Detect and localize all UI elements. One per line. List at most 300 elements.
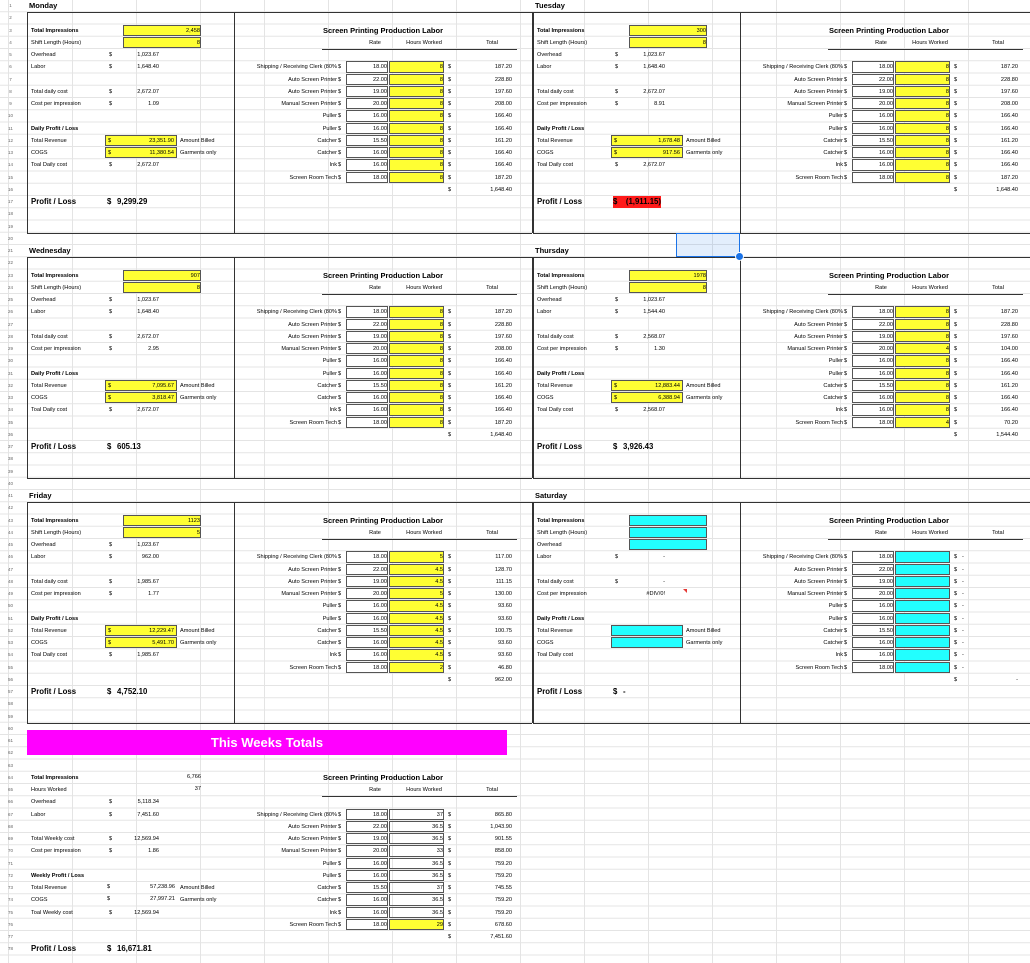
rate-cell[interactable]: 16.00 xyxy=(346,894,388,905)
rate-cell[interactable]: 15.50 xyxy=(852,135,894,146)
selected-cell[interactable] xyxy=(676,233,740,258)
row-header[interactable]: 9 xyxy=(9,101,12,106)
overhead-dollar xyxy=(629,539,707,550)
hours-input[interactable]: 8 xyxy=(389,343,444,354)
rate-cell[interactable]: 20.00 xyxy=(346,98,388,109)
rate-cell[interactable]: 16.00 xyxy=(346,368,388,379)
row-header[interactable]: 65 xyxy=(7,787,13,792)
labor-dollar: $ xyxy=(615,64,619,71)
role-label: Auto Screen Printer xyxy=(794,88,843,95)
rate-cell[interactable]: 16.00 xyxy=(852,404,894,415)
hours-input[interactable]: 8 xyxy=(895,123,950,134)
hours-input[interactable]: 36.5 xyxy=(389,821,444,832)
cogs-input[interactable] xyxy=(611,147,683,158)
impressions-input[interactable]: 300 xyxy=(629,25,707,36)
hours-input[interactable]: 4 xyxy=(895,343,950,354)
row-header[interactable]: 62 xyxy=(7,750,13,756)
row-header[interactable]: 15 xyxy=(7,174,13,180)
row-header[interactable]: 42 xyxy=(7,505,13,511)
rate-cell[interactable]: 18.00 xyxy=(852,662,894,673)
rate-cell[interactable]: 18.00 xyxy=(852,551,894,562)
row-header[interactable]: 44 xyxy=(7,529,13,535)
labor-total-value: 1,544.40 xyxy=(996,431,1018,438)
row-header[interactable]: 6 xyxy=(9,64,12,70)
rate-cell[interactable]: 20.00 xyxy=(346,588,388,599)
label-total-impressions: Total Impressions xyxy=(31,272,79,279)
total-dollar: $ xyxy=(954,309,958,316)
rate-cell[interactable]: 15.50 xyxy=(852,625,894,636)
col-rate: Rate xyxy=(369,39,381,46)
row-header[interactable]: 40 xyxy=(7,480,13,486)
cpi-value: 1.86 xyxy=(148,848,159,855)
row-header[interactable]: 51 xyxy=(7,615,13,621)
row-header[interactable]: 3 xyxy=(9,27,12,33)
row-header[interactable]: 10 xyxy=(7,113,13,119)
row-header[interactable]: 8 xyxy=(9,88,12,94)
block-border xyxy=(27,257,532,258)
impressions-input[interactable] xyxy=(629,515,707,526)
total-value: 104.00 xyxy=(1000,346,1018,352)
row-header[interactable]: 12 xyxy=(7,137,13,143)
hours-input[interactable]: 4.5 xyxy=(389,637,444,648)
cogs-input[interactable] xyxy=(611,392,683,403)
row-header[interactable]: 43 xyxy=(7,517,13,523)
garments-only-note: Garments only xyxy=(686,150,723,156)
revenue-input[interactable] xyxy=(105,380,177,391)
row-header[interactable]: 4 xyxy=(9,39,12,45)
shift-input[interactable]: 5 xyxy=(123,527,201,538)
row-header[interactable]: 59 xyxy=(7,713,13,719)
hours-input[interactable]: 8 xyxy=(389,147,444,158)
hours-input[interactable]: 36.5 xyxy=(389,833,444,844)
row-header[interactable]: 18 xyxy=(7,211,13,217)
row-header[interactable]: 57 xyxy=(7,689,13,694)
hours-input[interactable]: 8 xyxy=(895,172,950,183)
row-header[interactable]: 61 xyxy=(7,738,13,743)
row-header[interactable]: 34 xyxy=(7,407,13,413)
label-daily-pl: Daily Profit / Loss xyxy=(31,125,79,132)
rate-cell[interactable]: 20.00 xyxy=(346,845,388,856)
rate-cell[interactable]: 16.00 xyxy=(852,159,894,170)
hours-input[interactable]: 8 xyxy=(389,306,444,317)
rate-cell[interactable]: 16.00 xyxy=(346,613,388,624)
row-header[interactable]: 29 xyxy=(7,346,13,351)
row-header[interactable]: 22 xyxy=(7,260,13,266)
hours-input[interactable]: 4.5 xyxy=(389,564,444,575)
hours-input[interactable]: 8 xyxy=(389,123,444,134)
rate-cell[interactable]: 20.00 xyxy=(346,343,388,354)
rate-cell[interactable]: 16.00 xyxy=(346,404,388,415)
row-header[interactable]: 71 xyxy=(7,860,13,866)
label-cpi: Cost per impression xyxy=(31,848,81,855)
labor-total-dollar: $ xyxy=(954,676,958,683)
label-total-revenue: Total Revenue xyxy=(537,627,573,634)
role-label: Puller xyxy=(828,358,843,365)
hours-input[interactable]: 4.5 xyxy=(389,600,444,611)
row-header[interactable]: 67 xyxy=(7,811,13,817)
hours-input[interactable]: 8 xyxy=(389,404,444,415)
cogs-dollar: $ xyxy=(108,640,112,646)
row-header[interactable]: 64 xyxy=(7,774,13,780)
row-header[interactable]: 38 xyxy=(7,456,13,462)
row-header[interactable]: 31 xyxy=(7,370,13,376)
hours-input[interactable]: 5 xyxy=(389,551,444,562)
row-header[interactable]: 77 xyxy=(7,934,13,939)
profit-value: 4,752.10 xyxy=(117,687,148,696)
shift-input[interactable]: 8 xyxy=(629,37,707,48)
hours-input[interactable]: 8 xyxy=(895,404,950,415)
impressions-input[interactable]: 1978 xyxy=(629,270,707,281)
rate-cell[interactable]: 19.00 xyxy=(852,86,894,97)
rate-cell[interactable]: 16.00 xyxy=(852,368,894,379)
revenue-dollar: $ xyxy=(107,884,111,890)
row-header[interactable]: 21 xyxy=(7,248,13,253)
row-header[interactable]: 11 xyxy=(8,125,13,131)
rate-cell[interactable]: 18.00 xyxy=(852,306,894,317)
row-header[interactable]: 14 xyxy=(7,162,13,168)
rate-cell[interactable]: 15.50 xyxy=(346,135,388,146)
hours-input[interactable]: 4.5 xyxy=(389,649,444,660)
rate-cell[interactable]: 15.50 xyxy=(346,882,388,893)
role-label: Auto Screen Printer xyxy=(288,823,337,830)
revenue-input[interactable] xyxy=(611,380,683,391)
hours-input[interactable]: 4.5 xyxy=(389,625,444,636)
row-header[interactable]: 35 xyxy=(7,419,13,425)
shift-input[interactable]: 8 xyxy=(123,37,201,48)
hours-input[interactable]: 8 xyxy=(895,98,950,109)
hours-input[interactable]: 8 xyxy=(389,110,444,121)
hours-input[interactable]: 4.5 xyxy=(389,576,444,587)
rate-cell[interactable]: 16.00 xyxy=(346,159,388,170)
hours-input[interactable]: 8 xyxy=(895,86,950,97)
row-header[interactable]: 41 xyxy=(7,493,13,498)
rate-cell[interactable]: 16.00 xyxy=(346,392,388,403)
profit-value: - xyxy=(623,687,626,696)
row-header[interactable]: 17 xyxy=(7,199,13,204)
total-value: 865.80 xyxy=(494,811,512,818)
hours-input[interactable]: 8 xyxy=(389,172,444,183)
labor-total-value: 1,648.40 xyxy=(490,431,512,438)
rate-cell[interactable]: 20.00 xyxy=(852,343,894,354)
row-header[interactable]: 19 xyxy=(7,223,13,229)
hours-input[interactable]: 36.5 xyxy=(389,907,444,918)
hours-input[interactable]: 8 xyxy=(895,306,950,317)
hours-input[interactable]: 8 xyxy=(895,147,950,158)
row-header[interactable]: 73 xyxy=(7,885,13,890)
rate-cell[interactable]: 18.00 xyxy=(346,61,388,72)
row-header[interactable]: 24 xyxy=(7,284,13,290)
row-header[interactable]: 26 xyxy=(7,309,13,315)
col-hours: Hours Worked xyxy=(912,529,948,536)
impressions-input[interactable]: 2,458 xyxy=(123,25,201,36)
role-label: Manual Screen Printer xyxy=(281,101,337,107)
rate-cell[interactable]: 18.00 xyxy=(852,417,894,428)
row-header[interactable]: 70 xyxy=(7,848,13,854)
rate-cell[interactable]: 18.00 xyxy=(346,417,388,428)
shift-input[interactable]: 8 xyxy=(123,282,201,293)
total-dollar: $ xyxy=(448,137,452,144)
hours-input[interactable]: 8 xyxy=(389,135,444,146)
rate-cell[interactable]: 16.00 xyxy=(852,613,894,624)
rate-cell[interactable]: 19.00 xyxy=(346,86,388,97)
row-header[interactable]: 23 xyxy=(7,272,13,278)
hours-input[interactable]: 8 xyxy=(389,392,444,403)
hours-input[interactable]: 4 xyxy=(895,417,950,428)
hours-input[interactable]: 36.5 xyxy=(389,858,444,869)
toal-cost-dollar: $ xyxy=(109,407,113,414)
rate-dollar: $ xyxy=(338,640,342,646)
impressions-input[interactable]: 907 xyxy=(123,270,201,281)
total-dollar: $ xyxy=(448,566,452,573)
role-label: Puller xyxy=(828,615,843,622)
total-value: - xyxy=(962,578,964,585)
shift-input[interactable]: 8 xyxy=(629,282,707,293)
row-header[interactable]: 55 xyxy=(7,664,13,670)
impressions-input[interactable]: 1123 xyxy=(123,515,201,526)
row-header[interactable]: 52 xyxy=(7,627,13,633)
rate-cell[interactable]: 18.00 xyxy=(346,662,388,673)
total-dollar: $ xyxy=(448,554,452,561)
hours-input[interactable]: 8 xyxy=(895,110,950,121)
row-header[interactable]: 50 xyxy=(7,603,13,609)
row-header[interactable]: 49 xyxy=(7,591,13,596)
rate-cell[interactable]: 16.00 xyxy=(852,355,894,366)
hours-input[interactable]: 8 xyxy=(389,159,444,170)
hours-input[interactable] xyxy=(895,576,950,587)
row-header[interactable]: 46 xyxy=(7,554,13,560)
rate-cell[interactable]: 18.00 xyxy=(346,172,388,183)
rate-cell[interactable]: 16.00 xyxy=(346,110,388,121)
rate-cell[interactable]: 16.00 xyxy=(852,147,894,158)
revenue-input[interactable] xyxy=(105,625,177,636)
rate-cell[interactable]: 22.00 xyxy=(346,74,388,85)
row-header[interactable]: 56 xyxy=(7,676,13,682)
row-header[interactable]: 28 xyxy=(7,333,13,339)
hours-input[interactable]: 37 xyxy=(389,882,444,893)
hours-input[interactable] xyxy=(895,551,950,562)
rate-cell[interactable]: 22.00 xyxy=(852,74,894,85)
row-header[interactable]: 60 xyxy=(7,725,13,731)
hours-input[interactable]: 4.5 xyxy=(389,613,444,624)
row-header[interactable]: 2 xyxy=(9,15,12,21)
rate-cell[interactable]: 22.00 xyxy=(852,319,894,330)
hours-input[interactable]: 8 xyxy=(895,135,950,146)
row-header[interactable]: 39 xyxy=(7,468,13,474)
row-header[interactable]: 72 xyxy=(7,872,13,878)
rate-cell[interactable]: 16.00 xyxy=(346,870,388,881)
rate-cell[interactable]: 16.00 xyxy=(852,600,894,611)
hours-input[interactable]: 37 xyxy=(389,809,444,820)
hours-input[interactable]: 8 xyxy=(895,319,950,330)
hours-input[interactable]: 2 xyxy=(389,662,444,673)
rate-dollar: $ xyxy=(338,836,342,842)
cogs-input[interactable] xyxy=(611,637,683,648)
rate-cell[interactable]: 16.00 xyxy=(346,649,388,660)
hours-input[interactable]: 8 xyxy=(895,380,950,391)
rate-cell[interactable]: 16.00 xyxy=(852,110,894,121)
label-overhead: Overhead xyxy=(31,297,56,303)
rate-cell[interactable]: 20.00 xyxy=(852,98,894,109)
row-header[interactable]: 7 xyxy=(9,76,12,82)
rate-dollar: $ xyxy=(338,76,342,83)
hours-input[interactable]: 8 xyxy=(895,159,950,170)
rate-cell[interactable]: 20.00 xyxy=(852,588,894,599)
row-header[interactable]: 78 xyxy=(7,946,13,952)
rate-cell[interactable]: 16.00 xyxy=(346,355,388,366)
rate-cell[interactable]: 19.00 xyxy=(346,331,388,342)
rate-cell[interactable]: 15.50 xyxy=(852,380,894,391)
rate-cell[interactable]: 16.00 xyxy=(852,123,894,134)
rate-cell[interactable]: 18.00 xyxy=(852,61,894,72)
row-header[interactable]: 1 xyxy=(9,3,12,8)
rate-cell[interactable]: 16.00 xyxy=(346,637,388,648)
row-header[interactable]: 68 xyxy=(7,823,13,829)
hours-input[interactable] xyxy=(895,588,950,599)
row-header[interactable]: 69 xyxy=(7,836,13,841)
cogs-input[interactable] xyxy=(105,392,177,403)
labor-title: Screen Printing Production Labor xyxy=(322,270,443,280)
rate-cell[interactable]: 16.00 xyxy=(852,637,894,648)
row-header[interactable]: 37 xyxy=(7,444,13,449)
labor-total-dollar: $ xyxy=(448,431,452,438)
rate-dollar: $ xyxy=(338,885,342,891)
hours-input[interactable] xyxy=(895,600,950,611)
row-header[interactable]: 27 xyxy=(7,321,13,327)
row-header[interactable]: 76 xyxy=(7,921,13,927)
hours-input[interactable]: 33 xyxy=(389,845,444,856)
hours-input[interactable]: 8 xyxy=(895,355,950,366)
hours-input[interactable]: 8 xyxy=(389,61,444,72)
hours-input[interactable]: 8 xyxy=(389,368,444,379)
hours-input[interactable]: 8 xyxy=(895,392,950,403)
cogs-input[interactable] xyxy=(105,637,177,648)
row-header[interactable]: 63 xyxy=(7,762,13,768)
selection-handle[interactable] xyxy=(735,252,744,261)
rate-cell[interactable]: 18.00 xyxy=(346,551,388,562)
hours-input[interactable]: 8 xyxy=(389,331,444,342)
hours-input[interactable]: 8 xyxy=(895,74,950,85)
rate-dollar: $ xyxy=(338,333,342,340)
hours-input[interactable]: 29 xyxy=(389,919,444,930)
hours-input[interactable] xyxy=(895,625,950,636)
rate-cell[interactable]: 22.00 xyxy=(852,564,894,575)
hours-input[interactable] xyxy=(895,662,950,673)
shift-input[interactable] xyxy=(629,527,707,538)
row-header[interactable]: 5 xyxy=(9,52,12,57)
rate-cell[interactable]: 16.00 xyxy=(852,649,894,660)
hours-input[interactable]: 8 xyxy=(389,319,444,330)
label-shift-length: Hours Worked xyxy=(31,787,67,793)
revenue-input[interactable] xyxy=(611,135,683,146)
row-header[interactable]: 48 xyxy=(7,578,13,584)
rate-dollar: $ xyxy=(338,909,342,916)
amount-billed-note: Amount Billed xyxy=(686,137,721,144)
hours-input[interactable] xyxy=(895,564,950,575)
rate-cell[interactable]: 15.50 xyxy=(346,380,388,391)
row-header[interactable]: 25 xyxy=(7,297,13,302)
rate-cell[interactable]: 15.50 xyxy=(346,625,388,636)
hours-input[interactable]: 5 xyxy=(389,588,444,599)
label-toal-cost: Toal Daily cost xyxy=(537,162,574,169)
rate-cell[interactable]: 16.00 xyxy=(346,858,388,869)
row-header[interactable]: 20 xyxy=(7,235,13,241)
rate-cell[interactable]: 18.00 xyxy=(852,172,894,183)
rate-dollar: $ xyxy=(844,652,848,659)
hours-input[interactable]: 8 xyxy=(389,355,444,366)
label-total-revenue: Total Revenue xyxy=(537,382,573,389)
rate-cell[interactable]: 19.00 xyxy=(346,833,388,844)
rate-cell[interactable]: 19.00 xyxy=(346,576,388,587)
row-header[interactable]: 30 xyxy=(7,358,13,364)
rate-cell[interactable]: 16.00 xyxy=(852,392,894,403)
rate-cell[interactable]: 18.00 xyxy=(346,809,388,820)
row-header[interactable]: 36 xyxy=(7,431,13,437)
row-header[interactable]: 66 xyxy=(7,799,13,805)
hours-input[interactable]: 8 xyxy=(895,331,950,342)
label-labor: Labor xyxy=(31,309,46,316)
row-header[interactable]: 16 xyxy=(7,186,13,192)
hours-input[interactable]: 8 xyxy=(389,98,444,109)
hours-input[interactable] xyxy=(895,637,950,648)
hours-input[interactable]: 8 xyxy=(389,74,444,85)
hours-input[interactable]: 36.5 xyxy=(389,894,444,905)
label-total-impressions: Total Impressions xyxy=(537,517,585,524)
row-header[interactable]: 75 xyxy=(7,909,13,915)
role-label: Catcher xyxy=(317,150,337,156)
row-header[interactable]: 47 xyxy=(7,566,13,572)
hours-input[interactable]: 8 xyxy=(895,61,950,72)
label-total-daily-cost: Total Weekly cost xyxy=(31,836,75,842)
rate-cell[interactable]: 22.00 xyxy=(346,564,388,575)
labor-title: Screen Printing Production Labor xyxy=(828,270,949,280)
hours-input[interactable]: 8 xyxy=(389,380,444,391)
cogs-value: 27,997.21 xyxy=(150,896,175,903)
revenue-input[interactable] xyxy=(105,135,177,146)
row-header[interactable]: 13 xyxy=(7,150,13,155)
rate-cell[interactable]: 22.00 xyxy=(346,821,388,832)
hours-input[interactable]: 8 xyxy=(895,368,950,379)
rate-cell[interactable]: 19.00 xyxy=(852,331,894,342)
hours-input[interactable] xyxy=(895,613,950,624)
hours-input[interactable]: 36.5 xyxy=(389,870,444,881)
row-header[interactable]: 33 xyxy=(7,395,13,400)
row-header[interactable]: 32 xyxy=(7,382,13,388)
revenue-input[interactable] xyxy=(611,625,683,636)
rate-cell[interactable]: 16.00 xyxy=(346,123,388,134)
cost-dollar: $ xyxy=(615,578,619,585)
rate-cell[interactable]: 18.00 xyxy=(346,919,388,930)
rate-cell[interactable]: 22.00 xyxy=(346,319,388,330)
rate-cell[interactable]: 18.00 xyxy=(346,306,388,317)
row-header[interactable]: 45 xyxy=(7,542,13,547)
rate-dollar: $ xyxy=(844,101,848,107)
row-header[interactable]: 74 xyxy=(7,897,13,903)
rate-cell[interactable]: 16.00 xyxy=(346,147,388,158)
role-label: Puller xyxy=(322,358,337,365)
row-header[interactable]: 53 xyxy=(7,640,13,645)
rate-cell[interactable]: 16.00 xyxy=(346,600,388,611)
hours-input[interactable] xyxy=(895,649,950,660)
total-dollar: $ xyxy=(448,591,452,597)
hours-input[interactable]: 8 xyxy=(389,417,444,428)
row-header[interactable]: 58 xyxy=(7,701,13,707)
row-header[interactable]: 54 xyxy=(7,652,13,658)
cogs-input[interactable] xyxy=(105,147,177,158)
rate-cell[interactable]: 16.00 xyxy=(346,907,388,918)
rate-cell[interactable]: 19.00 xyxy=(852,576,894,587)
hours-input[interactable]: 8 xyxy=(389,86,444,97)
total-dollar: $ xyxy=(954,419,958,426)
